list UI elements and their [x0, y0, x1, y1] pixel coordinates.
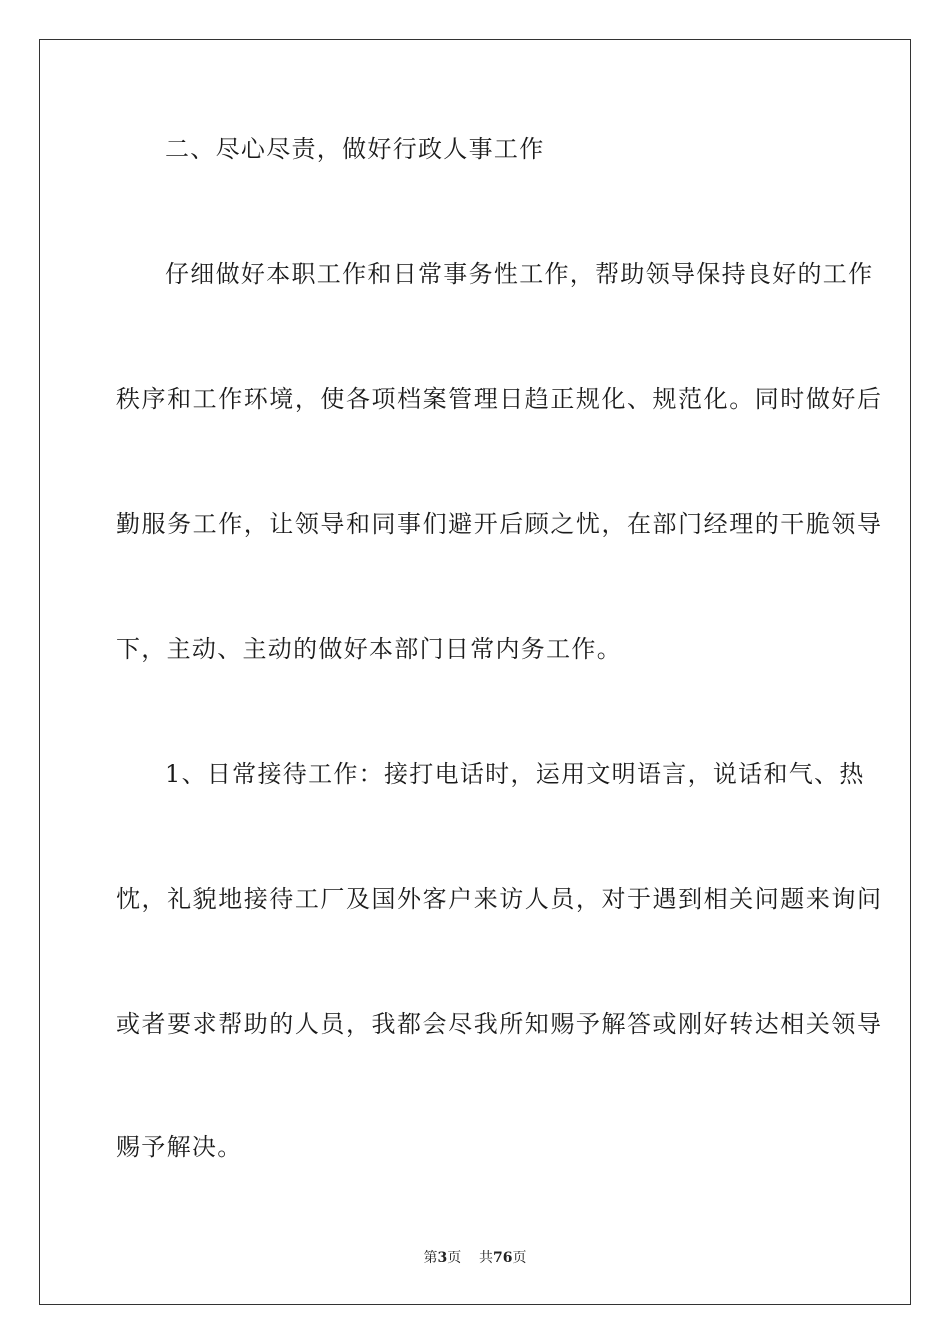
paragraph-line: 忱，礼貌地接待工厂及国外客户来访人员，对于遇到相关问题来询问: [116, 885, 883, 913]
paragraph-line: 秩序和工作环境，使各项档案管理日趋正规化、规范化。同时做好后: [116, 385, 883, 413]
total-prefix: 共: [479, 1250, 494, 1266]
total-suffix: 页: [512, 1250, 527, 1266]
total-pages: 76: [493, 1250, 513, 1266]
paragraph-line: 勤服务工作，让领导和同事们避开后顾之忧，在部门经理的干脆领导: [116, 510, 883, 538]
page-prefix: 第: [423, 1250, 438, 1266]
page-border: [39, 39, 911, 1305]
page-footer: [0, 1249, 950, 1267]
paragraph-line: 或者要求帮助的人员，我都会尽我所知赐予解答或刚好转达相关领导: [116, 1010, 883, 1038]
paragraph-line: 仔细做好本职工作和日常事务性工作，帮助领导保持良好的工作: [165, 260, 874, 288]
section-heading: 二、尽心尽责，做好行政人事工作: [165, 135, 545, 163]
paragraph-line: 下，主动、主动的做好本部门日常内务工作。: [116, 635, 622, 663]
page-number: 3: [437, 1250, 448, 1266]
paragraph-line: 1、日常接待工作：接打电话时，运用文明语言，说话和气、热: [165, 760, 865, 788]
page-suffix: 页: [447, 1250, 462, 1266]
paragraph-line: 赐予解决。: [116, 1133, 243, 1161]
